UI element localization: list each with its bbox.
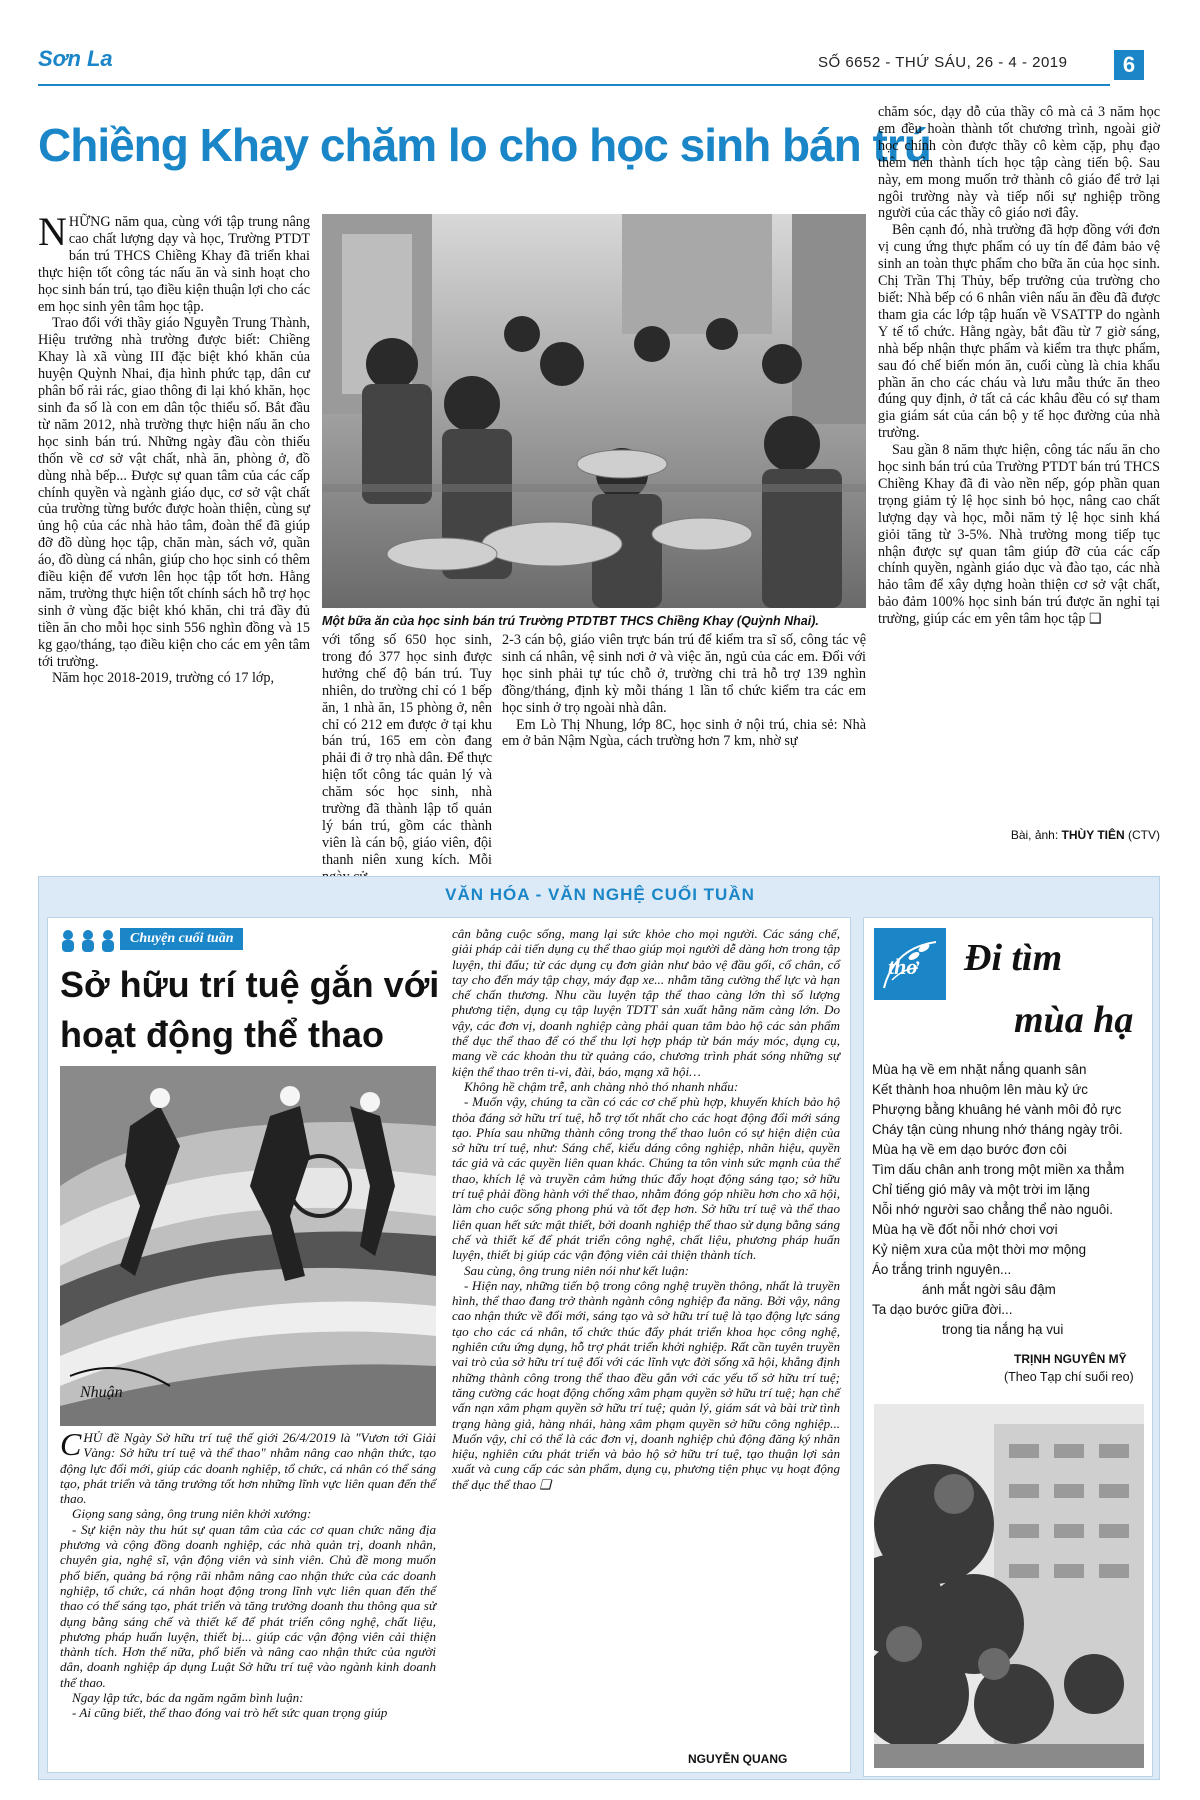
poem-line: Ta dạo bước giữa đời... bbox=[872, 1302, 1013, 1317]
poem-line: Mùa hạ về đốt nỗi nhớ chơi vơi bbox=[872, 1222, 1058, 1237]
feature-dropcap: C bbox=[60, 1426, 82, 1462]
poem-line: Cháy tận cùng nhung nhớ tháng ngày trôi. bbox=[872, 1122, 1123, 1137]
feature-title-line-2: hoạt động thể thao bbox=[60, 1014, 384, 1055]
feature-paragraph: Ngay lập tức, bác da ngăm ngăm bình luận: bbox=[72, 1690, 304, 1706]
poem-photo bbox=[874, 1404, 1144, 1768]
feature-paragraph: Sau cùng, ông trung niên nói như kết luận: bbox=[464, 1262, 689, 1278]
issue-date: SỐ 6652 - THỨ SÁU, 26 - 4 - 2019 bbox=[818, 54, 1068, 71]
poem-panel bbox=[863, 917, 1153, 1777]
byline-author: THÙY TIÊN bbox=[1061, 828, 1125, 842]
page-number: 6 bbox=[1114, 50, 1144, 80]
poem-author: TRỊNH NGUYÊN MỸ bbox=[1014, 1352, 1127, 1366]
article-column-2 bbox=[322, 632, 492, 886]
culture-section bbox=[38, 876, 1160, 1780]
article-lead: NHỮNG năm qua, cùng với tập trung nâng cao chất lượng dạy và học, Trường PTDT bán trú THCS Chiềng Khay đã triển khai thực hiện tốt công tác nấu ăn và sinh hoạt cho học sinh bán trú, tạo điều kiện thuận lợi cho các em học sinh yên tâm học tập. bbox=[38, 209, 310, 315]
poem-line: Tìm dấu chân anh trong một miền xa thẳm bbox=[872, 1162, 1125, 1177]
poem-line: Mùa hạ về em dạo bước đơn côi bbox=[872, 1142, 1067, 1157]
poem-title-line-2: mùa hạ bbox=[1014, 999, 1134, 1041]
feature-author: NGUYỄN QUANG bbox=[688, 1752, 788, 1766]
article-paragraph: Em Lò Thị Nhung, lớp 8C, học sinh ở nội trú, chia sẻ: Nhà em ở bản Nậm Ngùa, cách trường hơn 7 km, nhờ sự bbox=[502, 716, 866, 750]
poem-line: ánh mắt ngời sâu đậm bbox=[922, 1282, 1056, 1297]
feature-paragraph: - Sự kiện này thu hút sự quan tâm của các cơ quan chức năng địa phương và cộng đồng doanh nghiệp, các nhà quản trị, doanh nhân, chuyên gia, nghệ sĩ, vận động viên và sinh viên. Chủ đề mong muốn phổ biến, quảng bá rộng rãi nhằm nâng cao nhận thức của các doanh nghiệp, tổ chức, cá nhân hoạt động trong lĩnh vực liên quan đến thể thao có thể sáng tạo, phát triển và tăng trưởng doanh thu thông qua sử dụng bằng sáng chế và thiết kế để phát triển công nghệ, chất liệu, phương pháp huấn luyện, thiết bị... giúp các vận động viên cải thiện thành tích. Hơn thế nữa, phổ biến và nâng cao nhận thức của người dân, doanh nghiệp áp dụng Luật Sở hữu trí tuệ vào ngành kinh doanh thể thao. bbox=[60, 1521, 436, 1690]
poem-line: Chỉ tiếng gió mây và một trời im lặng bbox=[872, 1182, 1090, 1197]
poem-badge-label: thơ bbox=[888, 954, 919, 979]
article-paragraph: Năm học 2018-2019, trường có 17 lớp, bbox=[52, 670, 275, 687]
article-photo bbox=[322, 214, 866, 608]
article-paragraph: chăm sóc, dạy dỗ của thầy cô mà cả 3 năm học em đều hoàn thành tốt chương trình, ngoài giờ học chính còn được thầy cô kèm cặp, phụ đạo thêm nên thành tích học tập càng tiến bộ. Sau này, em mong muốn trở thành cô giáo để trở lại ngôi trường này và tiếp nối sự nghiệp trồng người của các thầy cô giáo nơi đây. bbox=[878, 104, 1160, 222]
feature-paragraph: - Ai cũng biết, thể thao đóng vai trò hết sức quan trọng giúp bbox=[72, 1705, 388, 1721]
feature-kicker: Chuyện cuối tuần bbox=[120, 928, 243, 950]
poem-line: Áo trắng trinh nguyên... bbox=[872, 1262, 1012, 1277]
article-column-4 bbox=[878, 104, 1160, 628]
poem-title-line-1: Đi tìm bbox=[964, 937, 1063, 979]
poem-line: Phượng bằng khuâng hé vành môi đỏ rực bbox=[872, 1102, 1122, 1117]
feature-panel bbox=[47, 917, 851, 1773]
article-paragraph: 2-3 cán bộ, giáo viên trực bán trú để kiểm tra sĩ số, công tác vệ sinh cá nhân, vệ sinh nơi ở và việc ăn, ngủ của các em. Đối với học sinh phải tự túc chỗ ở, trường chi trả hỗ trợ 139 nghìn đồng/tháng, định kỳ mỗi tháng 1 lần tổ chức kiểm tra các em học sinh ở trọ ngoài nhà dân. bbox=[502, 632, 866, 716]
article-paragraph: Trao đổi với thầy giáo Nguyễn Trung Thành, Hiệu trưởng nhà trường được biết: Chiềng Khay là xã vùng III đặc biệt khó khăn của huyện Quỳnh Nhai, địa hình phức tạp, dân cư phân bố rải rác, giao thông đi lại khó khăn, học sinh đa số là con em dân tộc thiểu số. Bắt đầu từ năm 2012, nhà trường thực hiện nấu ăn cho học sinh bán trú. Những ngày đầu còn thiếu thốn về cơ sở vật chất, nhà ăn, phòng ở, đồ dùng nhà bếp... Được sự quan tâm của các cấp chính quyền và ngành giáo dục, cơ sở vật chất của trường từng bước được hoàn thiện, cùng sự ủng hộ của các nhà hảo tâm, đoàn thể đã giúp đỡ đồ dùng học tập, chăn màn, sách vở, quần áo, đồ dùng cá nhân, giúp cho học sinh có thêm điều kiện để vươn lên học tập tốt hơn. Hằng năm, trường thực hiện tốt chính sách hỗ trợ học sinh ở vùng đặc biệt khó khăn, chi trả đầy đủ tiền ăn cho mỗi học sinh 556 nghìn đồng và 15 kg gạo/tháng, tạo điều kiện cho các em yên tâm tới trường. bbox=[38, 315, 310, 670]
article-byline: Bài, ảnh: THÙY TIÊN (CTV) bbox=[1010, 828, 1160, 842]
article-column-3 bbox=[502, 632, 866, 750]
article-paragraph: với tổng số 650 học sinh, trong đó 377 học sinh được hưởng chế độ bán trú. Tuy nhiên, do trường chỉ có 1 bếp ăn, 1 nhà ăn, 15 phòng ở, nên chỉ có 212 em được ở tại khu bán trú, 165 em còn đang phải đi ở trọ nhà dân. Để thực hiện tốt công tác quản lý và chăm sóc học sinh, nhà trường đã thành lập tổ quản lý bán trú, gồm các thành viên là cán bộ, giáo viên, đội thanh niên xung kích. Mỗi bbox=[322, 632, 492, 868]
dropcap: N bbox=[38, 209, 67, 254]
feature-title-line-1: Sở hữu trí tuệ gắn với bbox=[60, 964, 440, 1005]
feature-column-right bbox=[452, 926, 840, 1492]
feature-column-left bbox=[60, 1426, 436, 1721]
illustration-signature: Nhuận bbox=[80, 1384, 123, 1401]
feature-paragraph: Không hề chậm trễ, anh chàng nhỏ thó nhanh nhẩu: bbox=[464, 1078, 739, 1094]
article-column-1 bbox=[38, 209, 310, 687]
poem-badge-icon bbox=[874, 928, 946, 1000]
section-label: Sơn La bbox=[38, 46, 113, 71]
feature-paragraph: - Hiện nay, những tiến bộ trong công nghệ truyền thông, nhất là truyền hình, thể thao đang trở thành ngành công nghiệp đa năng. Bởi vậy, nâng cao nhận thức về đổi mới, sáng tạo và sở hữu trí tuệ là tạo động lực sáng tạo cho các cá nhân, tổ chức thúc đẩy phát triển khoa học công nghệ, nghiên cứu ứng dụng, hỗ trợ phát triển khởi nghiệp. Rất cần tuyên truyền vai trò của sở hữu trí tuệ đối với các lĩnh vực đời sống xã hội, khẳng định những thành công trong thể thao đều gắn với các yếu tố sở hữu trí tuệ; tăng cường các hoạt động chống xâm phạm quyền sở hữu trí tuệ; hạn chế vấn nạn xâm phạm quyền sở hữu trí tuệ; quản lý, giám sát và bài trừ tình trạng hàng giả, hàng nhái, hàng xâm phạm quyền sở hữu công nghiệp... Muốn vậy, chỉ có thể là các đơn vị, doanh nghiệp chủ động đăng ký nhãn hiệu, nghiên cứu phát triển và bảo hộ sở hữu trí tuệ, tạo thuận lợi sản xuất và cung cấp các sản phẩm, dụng cụ, phương tiện phục vụ hoạt động thể dục thể thao ❑ bbox=[452, 1277, 840, 1492]
photo-caption: Một bữa ăn của học sinh bán trú Trường PTDTBT THCS Chiềng Khay (Quỳnh Nhai). bbox=[322, 614, 819, 628]
main-headline: Chiềng Khay chăm lo cho học sinh bán trú bbox=[38, 119, 931, 171]
poem-line: Kỷ niệm xưa của một thời mơ mộng bbox=[872, 1242, 1087, 1257]
people-icon bbox=[58, 928, 118, 952]
article-paragraph: Bên cạnh đó, nhà trường đã hợp đồng với đơn vị cung ứng thực phẩm có uy tín để đảm bảo vệ sinh an toàn thực phẩm cho bữa ăn của học sinh. Chị Trần Thị Thủy, bếp trưởng của trường cho biết: Nhà bếp có 6 nhân viên nấu ăn đều đã được tham gia các lớp tập huấn về VSATTP do ngành Y tế tổ chức. Hằng ngày, bắt đầu từ 7 giờ sáng, nhà bếp nhận thực phẩm và kiểm tra thực phẩm, sau đó chế biến món ăn, cuối cùng là chia khẩu phần ăn cho các cháu và lưu mẫu thức ăn theo đúng quy định, ở tất cả các khâu đều có sự tham gia giám sát của cán bộ y tế học đường của nhà trường. bbox=[878, 222, 1160, 442]
poem-body bbox=[872, 1060, 1144, 1340]
feature-paragraph: CHỦ đề Ngày Sở hữu trí tuệ thế giới 26/4/2019 là "Vươn tới Giải Vàng: Sở hữu trí tuệ và thể thao" nhằm nâng cao nhận thức, tạo động lực đổi mới, giúp các doanh nghiệp, tổ chức, cá nhân có thể sáng tạo, phát triển và tăng trưởng tốt hơn những lĩnh vực liên quan đến thể thao. bbox=[60, 1426, 436, 1507]
poem-line: Mùa hạ về em nhặt nắng quanh sân bbox=[872, 1062, 1087, 1077]
poem-line: Nỗi nhớ người sao chẳng thể nào nguôi. bbox=[872, 1202, 1113, 1217]
feature-illustration bbox=[60, 1066, 436, 1426]
poem-line: trong tia nắng hạ vui bbox=[942, 1322, 1064, 1337]
feature-paragraph: cân bằng cuộc sống, mang lại sức khỏe cho mọi người. Các sáng chế, giải pháp cải tiến dụng cụ thể thao giúp mọi người dễ dàng hơn trong tập luyện, thi đấu; từ các dụng cụ đơn giản như bảo vệ đầu gối, cổ chân, cổ tay cho đến máy tập chạy, máy đạp xe... nhằm tăng cường thể lực và hạn chế chấn thương. Nhu cầu luyện tập thể thao càng lớn thì số lượng phương tiện, dụng cụ tập luyện TDTT sản xuất hằng năm càng lớn. Do vậy, các đơn vị, doanh nghiệp càng phải quan tâm bảo hộ các sản phẩm thể dục thể thao để có thể thu lợi hợp pháp từ bán máy móc, dụng cụ, mang về các khoản thu từ quảng cáo, chương trình phát sóng những sự kiện thể thao trên ti-vi, đài, báo, mạng xã hội… bbox=[452, 926, 840, 1079]
dining-hall-photo bbox=[322, 214, 866, 608]
poem-line: Kết thành hoa nhuộm lên màu kỷ ức bbox=[872, 1082, 1088, 1097]
feature-paragraph: Giọng sang sảng, ông trung niên khởi xướng: bbox=[72, 1506, 312, 1522]
header-rule bbox=[38, 84, 1110, 86]
feature-paragraph: - Muốn vậy, chúng ta cần có các cơ chế phù hợp, khuyến khích bảo hộ thỏa đáng sở hữu trí tuệ, hỗ trợ tốt nhất cho các hoạt động đổi mới sáng tạo. Phía sau những thành công trong thể thao luôn có sự hiện diện của sở hữu trí tuệ, như: Sáng chế, kiểu dáng công nghiệp, nhãn hiệu, quyền tác giả và các quyền liên quan khác. Chúng ta tôn vinh sức mạnh của thể thao, khích lệ và truyền cảm hứng thúc đẩy hoạt động sáng tạo; sở hữu trí tuệ phải đồng hành với thể thao, nhằm đóng góp nhiều hơn cho xã hội, làm cho cuộc sống phong phú và tốt đẹp hơn. Sở hữu trí tuệ và thể thao liên quan hết sức mật thiết, bởi doanh nghiệp thể thao sử dụng bằng sáng chế và thiết kế để phát triển công nghệ, chất liệu, phương pháp huấn luyện, thiết bị giúp các vận động viên cải thiện thành tích. bbox=[452, 1094, 840, 1263]
culture-section-heading: VĂN HÓA - VĂN NGHỆ CUỐI TUẦN bbox=[445, 885, 755, 904]
article-paragraph: Sau gần 8 năm thực hiện, công tác nấu ăn cho học sinh bán trú của Trường PTDT bán trú THCS Chiềng Khay đã đi vào nền nếp, góp phần quan trọng giảm tỷ lệ học sinh bỏ học, nâng cao chất lượng dạy và học, mỗi năm tỷ lệ học sinh khá giỏi tăng từ 3-5%. Nhà trường mong tiếp tục nhận được sự quan tâm giúp đỡ của các cấp chính quyền, ngành giáo dục và đào tạo, các nhà hảo tâm để xây dựng hoàn thiện cơ sở vật chất, bảo đảm 100% học sinh bán trú được ăn nghỉ tại trường, giúp các em yên tâm học tập ❑ bbox=[878, 442, 1160, 628]
poem-source: (Theo Tạp chí suối reo) bbox=[1004, 1370, 1134, 1384]
